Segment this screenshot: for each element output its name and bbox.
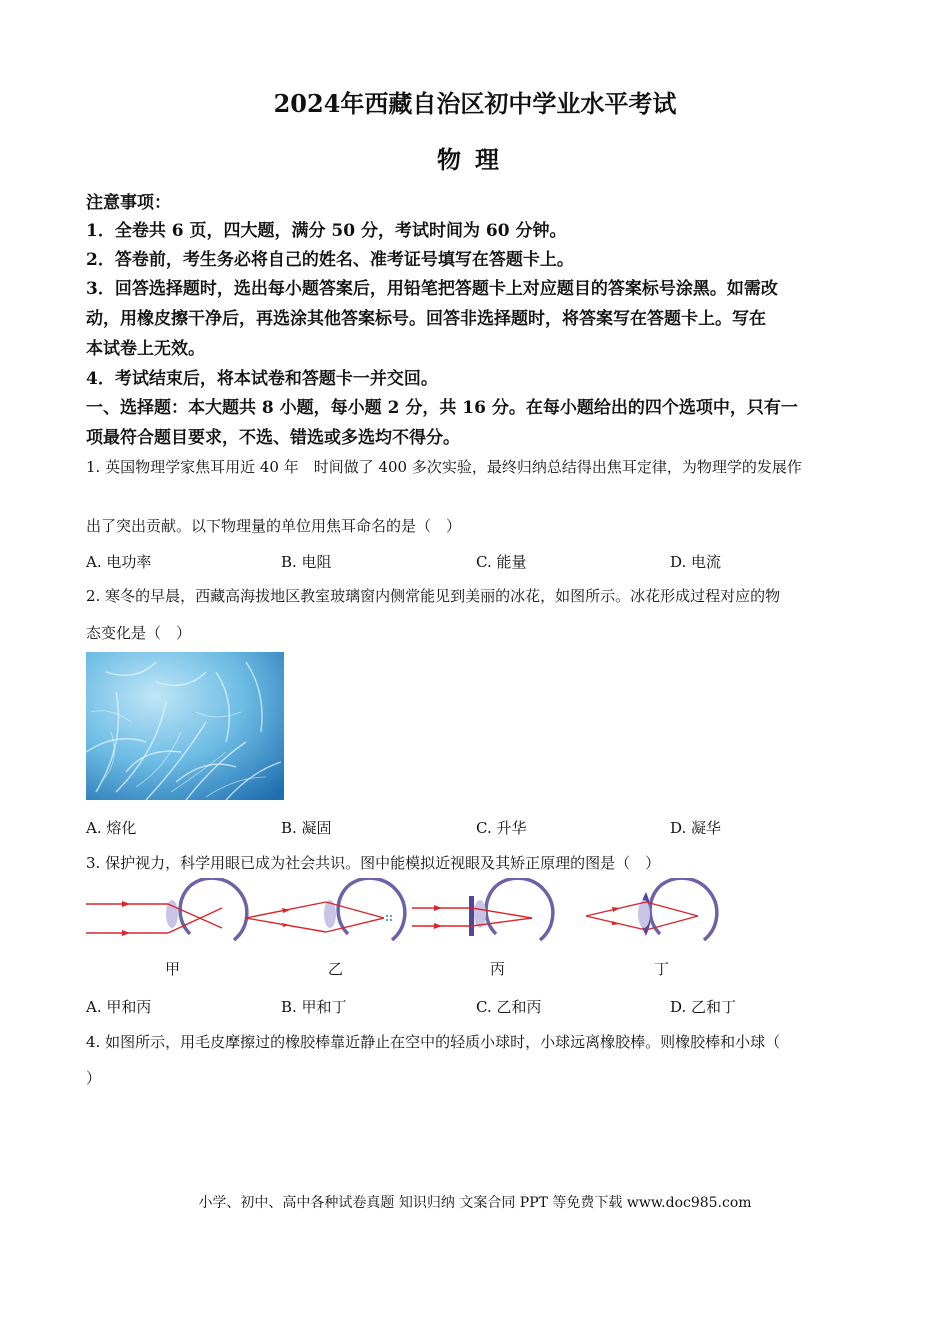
eye-ding-diagram [586, 878, 717, 940]
eye-diagrams [86, 878, 736, 950]
eye-bing-diagram [412, 878, 553, 940]
label-bing: 丙 [490, 960, 506, 978]
q2-stem-line-2: 态变化是（ ） [86, 624, 192, 642]
q3-option-a: A. 甲和丙 [86, 998, 152, 1016]
exam-title: 2024年西藏自治区初中学业水平考试 [273, 89, 677, 118]
q1-stem-line-2: 出了突出贡献。以下物理量的单位用焦耳命名的是（ ） [86, 517, 462, 535]
q3-option-d: D. 乙和丁 [670, 998, 737, 1016]
q3-option-c: C. 乙和丙 [476, 998, 542, 1016]
q2-option-d: D. 凝华 [670, 819, 722, 837]
q1-option-c: C. 能量 [476, 553, 527, 571]
section-heading-line-2: 项最符合题目要求，不选、错选或多选均不得分。 [86, 428, 460, 448]
label-ding: 丁 [654, 960, 670, 978]
subject-title: 物理 [437, 145, 513, 174]
q2-option-b: B. 凝固 [281, 819, 332, 837]
note-line-3a: 3．回答选择题时，选出每小题答案后，用铅笔把答题卡上对应题目的答案标号涂黑。如需改 [86, 279, 778, 299]
q1-option-d: D. 电流 [670, 553, 722, 571]
notes-heading: 注意事项： [86, 193, 171, 213]
label-yi: 乙 [328, 960, 344, 978]
footer-text: 小学、初中、高中各种试卷真题 知识归纳 文案合同 PPT 等免费下载 www.doc985.com [198, 1195, 752, 1211]
note-line-1: 1．全卷共 6 页，四大题，满分 50 分，考试时间为 60 分钟。 [86, 221, 567, 241]
note-line-2: 2．答卷前，考生务必将自己的姓名、准考证号填写在答题卡上。 [86, 250, 574, 270]
q2-option-c: C. 升华 [476, 819, 527, 837]
q1-stem-line-1: 1. 英国物理学家焦耳用近 40 年 时间做了 400 多次实验，最终归纳总结得出焦耳定律，为物理学的发展作 [86, 458, 802, 476]
q1-option-b: B. 电阻 [281, 553, 332, 571]
q2-stem-line-1: 2. 寒冬的早晨，西藏高海拔地区教室玻璃窗内侧常能见到美丽的冰花，如图所示。冰花形成过程对应的物 [86, 587, 781, 605]
note-line-3c: 本试卷上无效。 [86, 339, 205, 359]
q4-stem-line-1: 4. 如图所示，用毛皮摩擦过的橡胶棒靠近静止在空中的轻质小球时，小球远离橡胶棒。则橡胶棒和小球（ [86, 1033, 781, 1051]
eye-jia-diagram [86, 878, 247, 940]
q3-stem: 3. 保护视力，科学用眼已成为社会共识。图中能模拟近视眼及其矫正原理的图是（ ） [86, 854, 661, 872]
eye-yi-diagram [246, 878, 405, 940]
q3-option-b: B. 甲和丁 [281, 998, 347, 1016]
note-line-3b: 动，用橡皮擦干净后，再选涂其他答案标号。回答非选择题时，将答案写在答题卡上。写在 [86, 309, 766, 329]
q4-stem-line-2: ） [86, 1069, 102, 1087]
q2-option-a: A. 熔化 [86, 819, 137, 837]
section-heading-line-1: 一、选择题：本大题共 8 小题，每小题 2 分，共 16 分。在每小题给出的四个选项中，只有一 [86, 398, 798, 418]
q1-option-a: A. 电功率 [86, 553, 152, 571]
label-jia: 甲 [165, 960, 181, 978]
ice-flower-photo [86, 652, 284, 800]
note-line-4: 4．考试结束后，将本试卷和答题卡一并交回。 [86, 369, 438, 389]
